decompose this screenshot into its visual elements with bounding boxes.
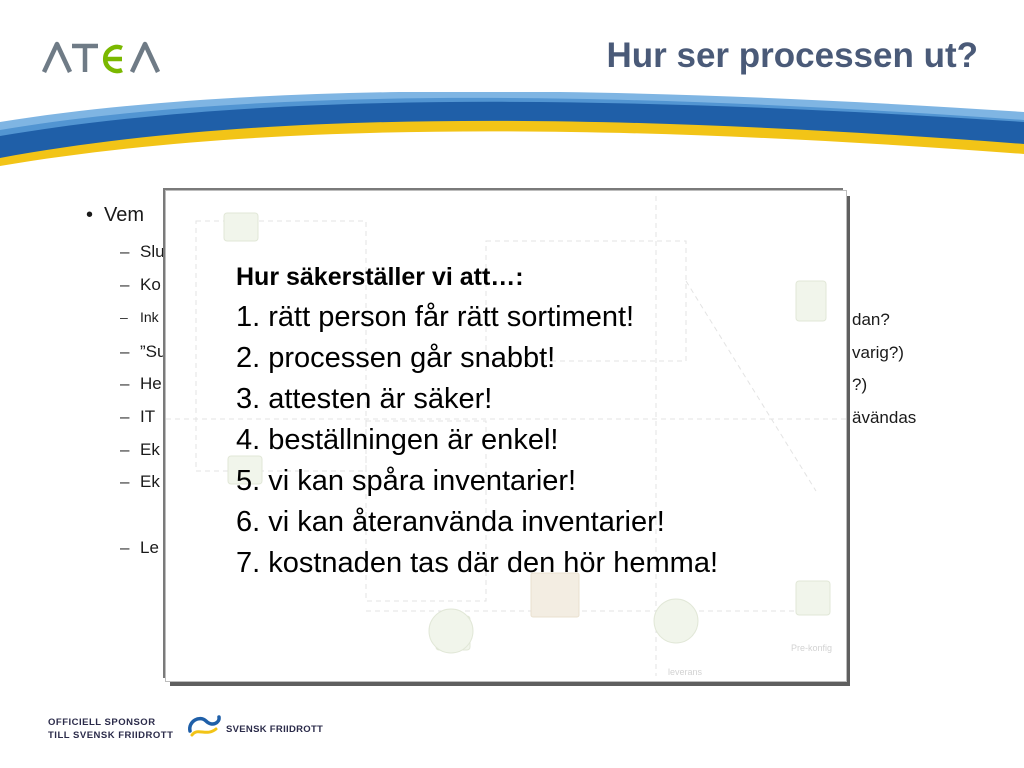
bullet-dot: •	[86, 204, 94, 226]
sub-item: – Ek	[120, 440, 160, 459]
sub-item: – ”Su	[120, 342, 167, 361]
dash: –	[120, 242, 130, 261]
page-title: Hur ser processen ut?	[606, 36, 978, 75]
sub-item: – Ink	[120, 309, 159, 325]
sub-item: – Le	[120, 538, 159, 557]
sub-item: – Slu	[120, 242, 165, 261]
overlay-item: 5. vi kan spåra inventarier!	[236, 465, 577, 497]
dash: –	[120, 538, 130, 557]
sub-item: – He	[120, 374, 162, 393]
sponsor-text	[48, 716, 173, 742]
overlay-item: 7. kostnaden tas där den hör hemma!	[236, 547, 719, 579]
footer-brand: SVENSK FRIIDROTT	[226, 724, 324, 735]
bullet-top: • Vem	[86, 204, 145, 226]
ghost-label: Pre-konfig	[791, 643, 833, 653]
sub-item: – Ko	[120, 275, 161, 294]
overlay-heading: Hur säkerställer vi att…:	[236, 263, 524, 291]
dash: –	[120, 374, 130, 393]
overlay-item: 1. rätt person får rätt sortiment!	[236, 301, 635, 333]
ghost-label: leverans	[668, 667, 703, 677]
dash: –	[120, 440, 130, 459]
sponsor-line: OFFICIELL SPONSOR	[48, 717, 156, 728]
dash: –	[120, 472, 130, 491]
overlay-item: 2. processen går snabbt!	[236, 342, 556, 374]
sponsor-line: TILL SVENSK FRIIDROTT	[48, 730, 174, 741]
overlay-item: 3. attesten är säker!	[236, 383, 493, 415]
text-fragment: ävändas	[852, 408, 917, 427]
dash: –	[120, 407, 130, 426]
atea-logo	[42, 38, 164, 78]
text-fragment: varig?)	[852, 343, 904, 362]
dash: –	[120, 309, 128, 325]
sub-item: – Ek	[120, 472, 160, 491]
sub-item: – IT	[120, 407, 156, 426]
overlay-item: 4. beställningen är enkel!	[236, 424, 559, 456]
svensk-friidrott-logo-icon	[186, 713, 222, 741]
dash: –	[120, 275, 130, 294]
header-wave	[0, 92, 1024, 182]
overlay-text	[236, 257, 718, 584]
dash: –	[120, 342, 130, 361]
overlay-item: 6. vi kan återanvända inventarier!	[236, 506, 665, 538]
popup-overlay	[166, 191, 846, 681]
text-fragment: ?)	[852, 375, 868, 394]
text-fragment: dan?	[852, 310, 890, 329]
